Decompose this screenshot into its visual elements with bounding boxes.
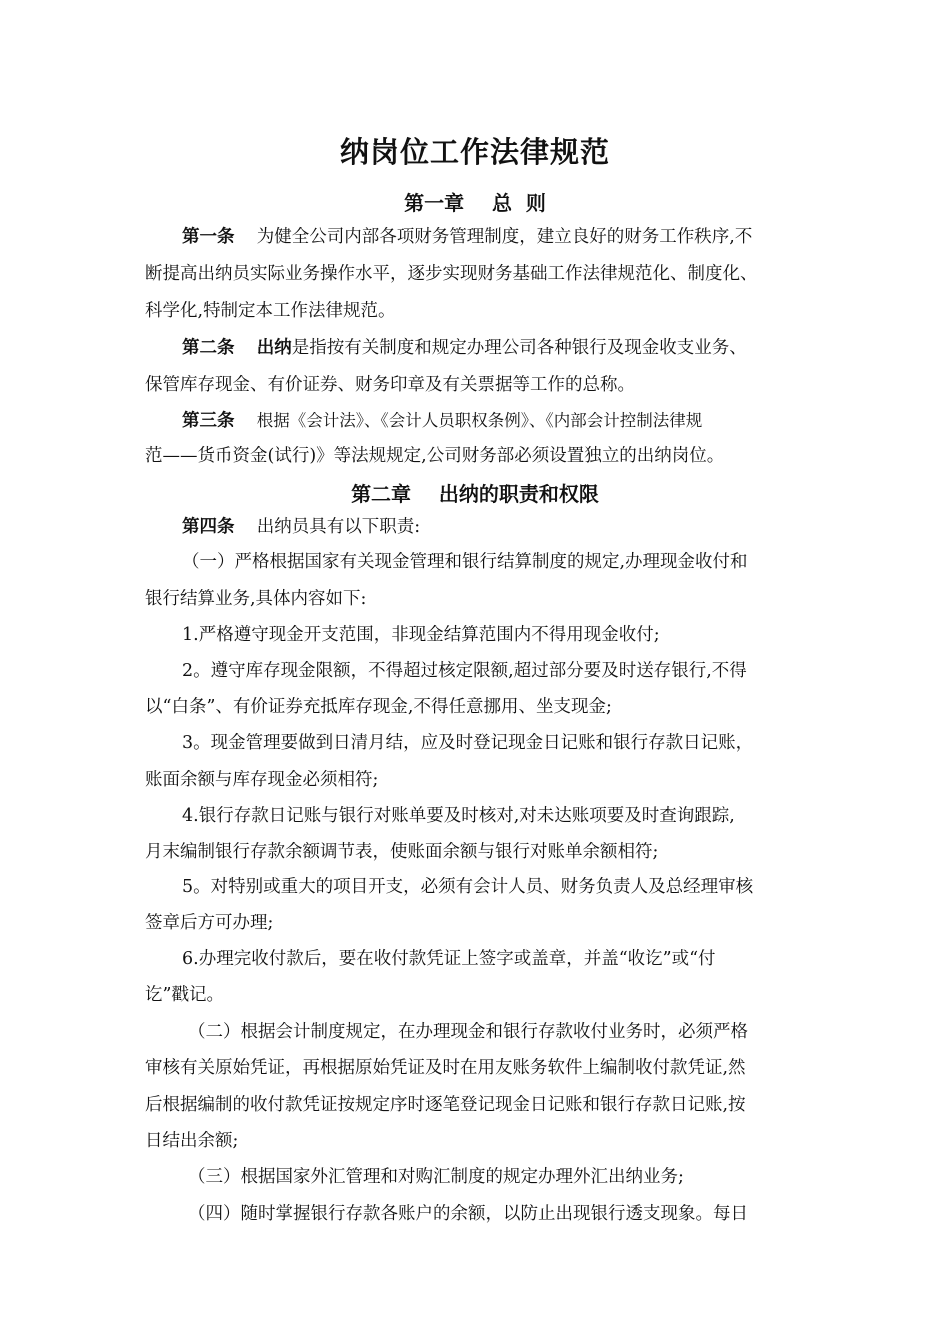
article-2-term: 出纳 xyxy=(256,338,292,358)
item-2-line-1: 2。遵守库存现金限额，不得超过核定限额,超过部分要及时送存银行,不得 xyxy=(182,661,747,681)
article-3-line-2: 范——货币资金(试行)》等法规规定,公司财务部必须设置独立的出纳岗位。 xyxy=(145,446,725,466)
article-4-label: 第四条 xyxy=(182,517,235,537)
article-3-line-1 xyxy=(182,406,862,436)
article-1-text: 为健全公司内部各项财务管理制度，建立良好的财务工作秩序,不 xyxy=(256,227,753,247)
chapter-2-heading: 第二章 出纳的职责和权限 xyxy=(351,482,599,506)
article-2-line-1 xyxy=(182,333,862,363)
article-1-line-3: 科学化,特制定本工作法律规范。 xyxy=(145,301,396,321)
item-4-line-2: 月末编制银行存款余额调节表，使账面余额与银行对账单余额相符; xyxy=(145,842,659,862)
article-4-text: 出纳员具有以下职责: xyxy=(256,517,421,537)
chapter-1-heading: 第一章 总 则 xyxy=(404,191,546,215)
para-1-line-1: （一）严格根据国家有关现金管理和银行结算制度的规定,办理现金收付和 xyxy=(182,552,748,572)
item-2-line-2: 以“白条”、有价证券充抵库存现金,不得任意挪用、坐支现金; xyxy=(145,697,612,717)
article-2-label: 第二条 xyxy=(182,338,235,358)
article-4-line-1 xyxy=(182,512,862,542)
para-2-line-3: 后根据编制的收付款凭证按规定序时逐笔登记现金日记账和银行存款日记账,按 xyxy=(145,1095,746,1115)
item-5-line-2: 签章后方可办理; xyxy=(145,913,274,933)
item-4-line-1: 4.银行存款日记账与银行对账单要及时核对,对未达账项要及时查询跟踪, xyxy=(182,806,735,826)
item-1: 1.严格遵守现金开支范围，非现金结算范围内不得用现金收付; xyxy=(182,625,660,645)
para-2-line-4: 日结出余额; xyxy=(145,1131,239,1151)
para-4-line-1: （四）随时掌握银行存款各账户的余额，以防止出现银行透支现象。每日 xyxy=(188,1204,748,1224)
item-3-line-1: 3。现金管理要做到日清月结，应及时登记现金日记账和银行存款日记账， xyxy=(182,733,754,753)
para-1-line-2: 银行结算业务,具体内容如下: xyxy=(145,589,367,609)
article-1-label: 第一条 xyxy=(182,227,235,247)
article-2-line-2: 保管库存现金、有价证券、财务印章及有关票据等工作的总称。 xyxy=(145,375,635,395)
para-3: （三）根据国家外汇管理和对购汇制度的规定办理外汇出纳业务; xyxy=(188,1167,684,1187)
item-3-line-2: 账面余额与库存现金必须相符; xyxy=(145,770,379,790)
para-2-line-2: 审核有关原始凭证，再根据原始凭证及时在用友账务软件上编制收付款凭证,然 xyxy=(145,1058,746,1078)
article-1-line-1 xyxy=(182,222,862,252)
article-1-line-2: 断提高出纳员实际业务操作水平，逐步实现财务基础工作法律规范化、制度化、 xyxy=(145,264,758,284)
para-2-line-1: （二）根据会计制度规定，在办理现金和银行存款收付业务时，必须严格 xyxy=(188,1022,748,1042)
article-2-text: 是指按有关制度和规定办理公司各种银行及现金收支业务、 xyxy=(291,338,747,358)
item-6-line-1: 6.办理完收付款后，要在收付款凭证上签字或盖章，并盖“收讫”或“付 xyxy=(182,949,716,969)
article-3-text: 根据《会计法》、《会计人员职权条例》、《内部会计控制法律规 xyxy=(256,411,703,430)
document-title: 纳岗位工作法律规范 xyxy=(339,135,610,169)
item-5-line-1: 5。对特别或重大的项目开支，必须有会计人员、财务负责人及总经理审核 xyxy=(182,877,754,897)
article-3-label: 第三条 xyxy=(182,411,235,431)
item-6-line-2: 讫”戳记。 xyxy=(145,985,224,1005)
